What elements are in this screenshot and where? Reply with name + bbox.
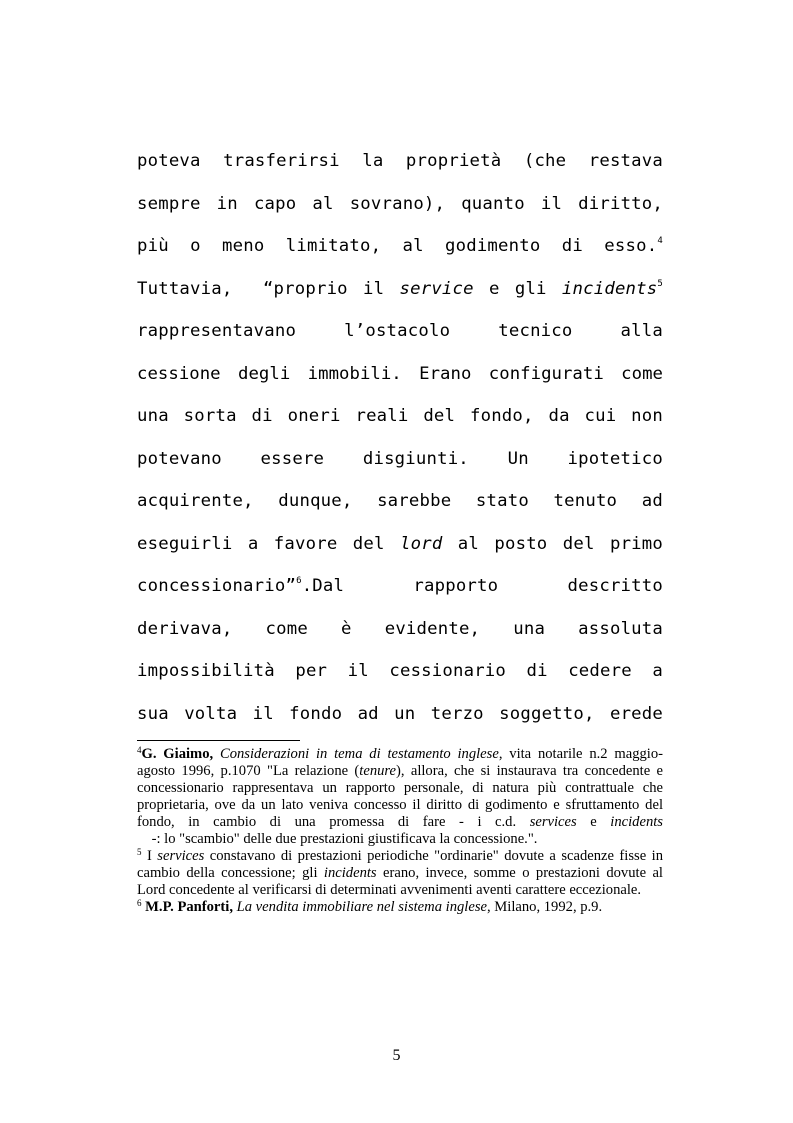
word: alla — [620, 321, 663, 341]
word: derivava, — [137, 618, 233, 639]
word: cedere — [568, 661, 632, 681]
word: meno — [222, 236, 265, 256]
word: a — [652, 661, 663, 681]
footnote-text: -: lo "scambio" delle due prestazioni giustificava la concessione.". — [137, 831, 538, 847]
footnote-text: e — [576, 814, 611, 830]
word: godimento — [445, 236, 541, 256]
footnote-text: erano, invece, somme o prestazioni dovute al Lord concedente al verificarsi di determinati avvenimenti aventi carattere eccezionale. — [137, 865, 663, 898]
word: concessionario” — [137, 576, 297, 596]
text-line — [137, 268, 663, 311]
word: tenuto — [553, 491, 618, 511]
word: trasferirsi — [223, 151, 340, 171]
text-line — [137, 183, 663, 226]
text-line — [137, 565, 663, 608]
footnote-ref[interactable]: 4 — [657, 236, 663, 246]
word: descritto — [567, 576, 663, 596]
word-with-footnote — [604, 225, 663, 268]
page-number: 5 — [392, 1047, 401, 1064]
word: il — [347, 661, 369, 681]
footnote-ref[interactable]: 6 — [296, 576, 302, 586]
word: la — [362, 151, 384, 171]
word: al — [402, 236, 424, 256]
footnote-5 — [137, 848, 663, 899]
word: di — [561, 236, 583, 256]
word: (che — [523, 151, 567, 171]
line-text: sempre in capo al sovrano), quanto il diritto, — [137, 193, 663, 214]
italic-term: services — [157, 848, 205, 864]
word: di — [526, 661, 548, 681]
footnote-4 — [137, 746, 663, 848]
word: come — [265, 618, 308, 639]
italic-term: incidents — [561, 278, 658, 299]
italic-term: incidents — [323, 865, 377, 881]
word: tecnico — [498, 321, 573, 341]
footnote-number: 5 — [137, 847, 142, 857]
footnote-text: constavano di prestazioni periodiche "ordinarie" dovute a scadenze fisse in cambio della concessione; gli — [137, 848, 663, 881]
word: restava — [588, 151, 663, 171]
word: poteva — [137, 151, 201, 171]
word: assoluta — [578, 618, 663, 639]
word: limitato, — [285, 236, 382, 256]
word: una — [513, 618, 546, 639]
footnote-divider — [137, 740, 300, 741]
text-line — [137, 353, 663, 396]
word: impossibilità — [137, 661, 275, 681]
word-with-footnote — [137, 565, 344, 608]
text-line — [137, 140, 663, 183]
text-line — [137, 480, 663, 523]
word: dunque, — [278, 491, 353, 511]
italic-term: services — [529, 814, 577, 830]
text-line — [137, 395, 663, 438]
text-line — [137, 608, 663, 651]
footnote-number: 6 — [137, 898, 142, 908]
text-line — [137, 523, 663, 566]
text-line — [137, 693, 663, 736]
text-line — [137, 225, 663, 268]
word: proprietà — [405, 151, 502, 171]
footnote-number: 4 — [137, 745, 142, 755]
word: cessionario — [389, 661, 507, 681]
italic-term: incidents — [610, 814, 663, 830]
word: ad — [641, 491, 663, 511]
text-line — [137, 650, 663, 693]
word: esso. — [604, 236, 658, 256]
footnotes — [137, 746, 663, 916]
word: sarebbe — [377, 491, 452, 511]
word: disgiunti. — [362, 448, 469, 469]
footnote-title: La vendita immobiliare nel sistema inglese — [236, 899, 487, 915]
line-text: e gli — [473, 278, 562, 299]
word: più — [137, 236, 169, 256]
word: per — [295, 661, 328, 681]
word: Un — [507, 448, 529, 469]
word: evidente, — [384, 618, 481, 639]
footnote-text: , Milano, 1992, p.9. — [487, 899, 603, 915]
italic-term: service — [399, 278, 474, 299]
footnote-author: G. Giaimo, — [141, 746, 214, 762]
line-text: Tuttavia, “proprio il — [137, 278, 400, 299]
text-line — [137, 438, 663, 481]
line-text: al posto del primo — [442, 533, 663, 554]
footnote-ref[interactable]: 5 — [657, 278, 663, 289]
word: potevano — [137, 448, 222, 469]
word: essere — [260, 448, 325, 469]
footnote-author: M.P. Panforti, — [141, 899, 233, 915]
word: o — [190, 236, 201, 256]
footnote-6 — [137, 899, 663, 916]
line-text: sua volta il fondo ad un terzo soggetto, erede — [137, 703, 663, 724]
line-text: cessione degli immobili. Erano configurati come — [137, 363, 663, 384]
word: stato — [475, 491, 529, 511]
main-text — [137, 140, 663, 735]
text-line — [137, 310, 663, 353]
footnote-text: I — [141, 848, 158, 864]
italic-term: tenure — [359, 763, 397, 779]
word: è — [341, 618, 352, 639]
word: rapporto — [413, 576, 499, 596]
word: ipotetico — [567, 448, 663, 469]
word: .Dal — [301, 576, 345, 596]
footnote-text: , vita notarile n.2 maggio-agosto 1996, p.1070 "La relazione ( — [137, 746, 664, 779]
word: rappresentavano — [137, 321, 297, 341]
line-text: una sorta di oneri reali del fondo, da cui non — [137, 406, 663, 426]
italic-term: lord — [400, 533, 443, 554]
line-text: eseguirli a favore del — [137, 533, 400, 554]
footnote-text: ), allora, che si instaurava tra concedente e concessionario rappresentava un rapporto personale, di natura più contrattuale che proprietaria, ove da un lato veniva concesso il diritto di godimento e sfruttamento del fondo, in cambio di una promessa di fare - i c.d. — [137, 763, 663, 830]
word: acquirente, — [137, 491, 254, 511]
word: l’ostacolo — [344, 321, 451, 341]
footnote-title: Considerazioni in tema di testamento inglese — [219, 746, 499, 762]
